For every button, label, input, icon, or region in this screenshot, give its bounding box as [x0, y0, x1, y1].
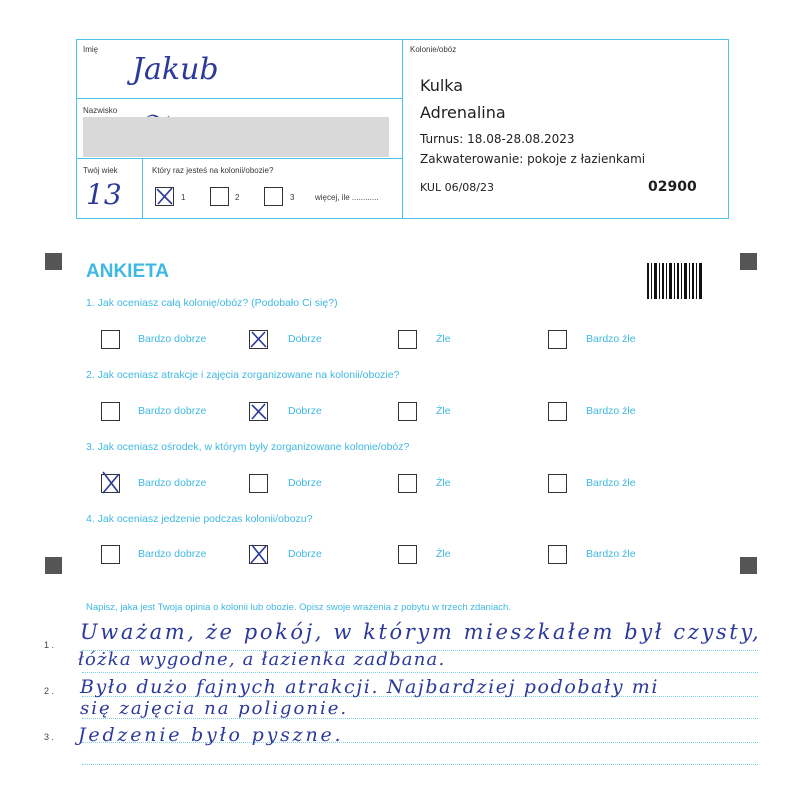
q4-zle-label: Źle	[436, 548, 451, 560]
imie-label: Imię	[83, 45, 99, 54]
q2-dobrze-checkbox[interactable]	[249, 402, 268, 421]
q1-dobrze-checkbox[interactable]	[249, 330, 268, 349]
q3-dobrze-checkbox[interactable]	[249, 474, 268, 493]
numer: 02900	[648, 179, 697, 195]
check-x-icon	[102, 475, 119, 492]
q3-bardzo-dobrze-checkbox[interactable]	[101, 474, 120, 493]
q1-dobrze-label: Dobrze	[288, 333, 322, 345]
ktory-raz-checkbox-2[interactable]	[210, 187, 229, 206]
q4-bardzo-zle-checkbox[interactable]	[548, 545, 567, 564]
ktory-raz-option-3: 3	[290, 193, 295, 202]
question-2: 2. Jak oceniasz atrakcje i zajęcia zorganizowane na kolonii/obozie?	[86, 369, 400, 381]
kod: KUL 06/08/23	[420, 181, 494, 194]
handwritten-line-1[interactable]: Uważam, że pokój, w którym mieszkałem był czysty,	[80, 620, 762, 644]
question-4: 4. Jak oceniasz jedzenie podczas kolonii/obozu?	[86, 513, 313, 525]
q2-bardzo-zle-checkbox[interactable]	[548, 402, 567, 421]
wiek-label: Twój wiek	[83, 166, 118, 175]
turnus: Turnus: 18.08-28.08.2023	[420, 132, 575, 146]
header-divider	[402, 39, 403, 219]
q2-dobrze-label: Dobrze	[288, 405, 322, 417]
q3-bardzo-dobrze-label: Bardzo dobrze	[138, 477, 207, 489]
check-x-icon	[250, 403, 267, 420]
q1-bardzo-dobrze-checkbox[interactable]	[101, 330, 120, 349]
check-x-icon	[250, 331, 267, 348]
ktory-raz-checkbox-1[interactable]	[155, 187, 174, 206]
question-3: 3. Jak oceniasz ośrodek, w którym były zorganizowane kolonie/obóz?	[86, 441, 410, 453]
survey-title: ANKIETA	[86, 261, 170, 282]
check-x-icon	[156, 188, 173, 205]
line-number-3: 3 .	[44, 732, 55, 742]
q1-bardzo-dobrze-label: Bardzo dobrze	[138, 333, 207, 345]
q2-bardzo-zle-label: Bardzo źle	[586, 405, 636, 417]
q3-zle-checkbox[interactable]	[398, 474, 417, 493]
writing-line	[82, 764, 758, 765]
q1-bardzo-zle-checkbox[interactable]	[548, 330, 567, 349]
line-number-1: 1 .	[44, 640, 55, 650]
q2-zle-checkbox[interactable]	[398, 402, 417, 421]
registration-marker-ml	[45, 557, 62, 574]
ktory-raz-label: Który raz jesteś na kolonii/obozie?	[152, 166, 274, 175]
registration-marker-tr	[740, 253, 757, 270]
kolonie-label: Kolonie/obóz	[410, 45, 457, 54]
handwritten-line-3[interactable]: Było dużo fajnych atrakcji. Najbardziej podobały mi	[80, 676, 660, 698]
handwritten-line-4[interactable]: się zajęcia na poligonie.	[80, 698, 349, 719]
registration-marker-tl	[45, 253, 62, 270]
q1-zle-checkbox[interactable]	[398, 330, 417, 349]
imie-value[interactable]: Jakub	[132, 52, 219, 87]
ktory-raz-option-1: 1	[181, 193, 186, 202]
ktory-raz-checkbox-3[interactable]	[264, 187, 283, 206]
q4-dobrze-checkbox[interactable]	[249, 545, 268, 564]
q4-bardzo-dobrze-checkbox[interactable]	[101, 545, 120, 564]
wiecej-label: więcej, ile ............	[315, 193, 379, 202]
nazwisko-label: Nazwisko	[83, 106, 118, 115]
handwritten-line-2[interactable]: łóżka wygodne, a łazienka zadbana.	[78, 649, 446, 670]
q4-bardzo-zle-label: Bardzo źle	[586, 548, 636, 560]
registration-marker-mr	[740, 557, 757, 574]
q3-bardzo-zle-checkbox[interactable]	[548, 474, 567, 493]
q1-zle-label: Źle	[436, 333, 451, 345]
redaction-box	[83, 117, 389, 157]
q1-bardzo-zle-label: Bardzo źle	[586, 333, 636, 345]
q2-bardzo-dobrze-checkbox[interactable]	[101, 402, 120, 421]
question-1: 1. Jak oceniasz całą kolonię/obóz? (Podobało Ci się?)	[86, 297, 338, 309]
q2-bardzo-dobrze-label: Bardzo dobrze	[138, 405, 207, 417]
kolonie-name-1: Kulka	[420, 76, 464, 95]
writing-line	[82, 672, 758, 673]
ktory-raz-option-2: 2	[235, 193, 240, 202]
barcode-icon	[647, 263, 702, 299]
opinion-prompt: Napisz, jaka jest Twoja opinia o kolonii lub obozie. Opisz swoje wrażenia z pobytu w trzech zdaniach.	[86, 602, 511, 613]
kolonie-name-2: Adrenalina	[420, 103, 506, 122]
q4-bardzo-dobrze-label: Bardzo dobrze	[138, 548, 207, 560]
line-number-2: 2 .	[44, 686, 55, 696]
q2-zle-label: Źle	[436, 405, 451, 417]
handwritten-line-5[interactable]: Jedzenie było pyszne.	[78, 724, 344, 746]
q4-dobrze-label: Dobrze	[288, 548, 322, 560]
q3-dobrze-label: Dobrze	[288, 477, 322, 489]
q3-zle-label: Źle	[436, 477, 451, 489]
q4-zle-checkbox[interactable]	[398, 545, 417, 564]
check-x-icon	[250, 546, 267, 563]
q3-bardzo-zle-label: Bardzo źle	[586, 477, 636, 489]
wiek-value[interactable]: 13	[86, 178, 122, 211]
zakwaterowanie: Zakwaterowanie: pokoje z łazienkami	[420, 152, 646, 166]
